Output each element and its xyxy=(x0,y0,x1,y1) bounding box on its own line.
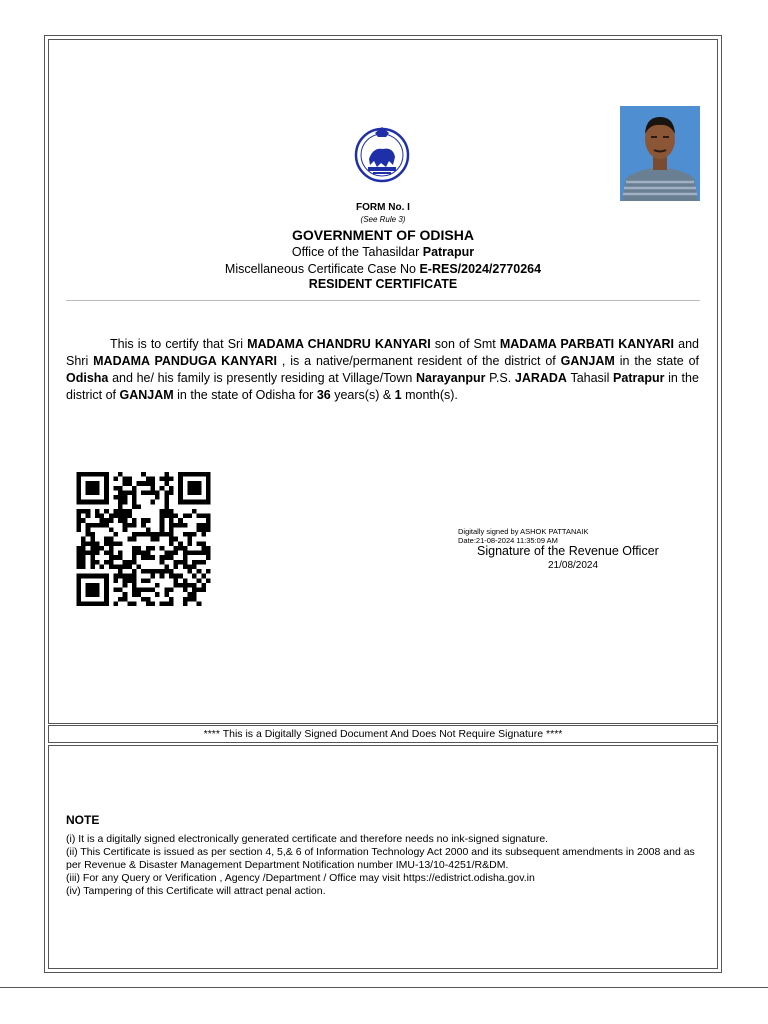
certificate-title: RESIDENT CERTIFICATE xyxy=(308,277,458,291)
body-text: and he/ his family is presently residing at Village/Town xyxy=(112,371,413,385)
government-title: GOVERNMENT OF ODISHA xyxy=(291,227,474,243)
body-text: month(s). xyxy=(405,388,458,402)
note-item: (ii) This Certificate is issued as per section 4, 5,& 6 of Information Technology Act 2000 and its subsequent amendments in 2008 and as per Revenue & Disaster Management Department Notification number IMU-13/10-4251/R&DM. xyxy=(66,846,695,871)
tahasil: Patrapur xyxy=(613,371,665,385)
father-name: MADAMA PANDUGA KANYARI xyxy=(93,354,277,368)
body-text: in the district of xyxy=(66,371,699,402)
note-item: (iv) Tampering of this Certificate will attract penal action. xyxy=(66,885,326,897)
odisha-emblem-icon xyxy=(353,125,411,183)
note-list xyxy=(66,833,706,898)
rule-reference: (See Rule 3) xyxy=(360,215,406,224)
case-line xyxy=(100,262,666,276)
months-value: 1 xyxy=(394,388,402,402)
village: Narayanpur xyxy=(416,371,486,385)
signature-date: 21/08/2024 xyxy=(548,560,599,571)
note-item: (iii) For any Query or Verification , Agency /Department / Office may visit https://edistrict.odisha.gov.in xyxy=(66,872,535,884)
state: Odisha xyxy=(66,371,109,385)
office-name: Patrapur xyxy=(422,245,475,259)
signature-title: Signature of the Revenue Officer xyxy=(477,544,659,558)
note-title: NOTE xyxy=(66,813,100,827)
mother-name: MADAMA PARBATI KANYARI xyxy=(499,337,675,351)
body-text: P.S. xyxy=(489,371,512,385)
digital-sign-date: Date:21-08-2024 11:35:09 AM xyxy=(458,536,558,545)
body-text: years(s) & xyxy=(334,388,392,402)
body-text: This is to certify that Sri xyxy=(110,337,243,351)
header-divider xyxy=(66,300,700,301)
body-text: and Shri xyxy=(66,337,699,368)
police-station: JARADA xyxy=(514,371,567,385)
body-text: , is a native/permanent resident of the district of xyxy=(281,354,556,368)
office-prefix: Office of the Tahasildar xyxy=(291,245,420,259)
district: GANJAM xyxy=(560,354,615,368)
digital-signer: Digitally signed by ASHOK PATTANAIK xyxy=(458,527,589,536)
body-text: son of Smt xyxy=(434,337,496,351)
case-number: E-RES/2024/2770264 xyxy=(419,262,542,276)
form-number: FORM No. I xyxy=(356,202,410,213)
years-value: 36 xyxy=(316,388,331,402)
digital-signature-notice: **** This is a Digitally Signed Document And Does Not Require Signature **** xyxy=(48,725,718,743)
case-prefix: Miscellaneous Certificate Case No xyxy=(224,262,416,276)
office-line xyxy=(100,245,666,259)
verification-qr-code xyxy=(72,472,215,606)
applicant-name: MADAMA CHANDRU KANYARI xyxy=(247,337,431,351)
district: GANJAM xyxy=(119,388,174,402)
page-bottom-line xyxy=(0,987,768,988)
applicant-photo xyxy=(620,106,700,201)
note-item: (i) It is a digitally signed electronically generated certificate and therefore needs no ink-signed signature. xyxy=(66,833,549,845)
body-text: in the state of Odisha for xyxy=(177,388,314,402)
certificate-body xyxy=(66,336,699,404)
body-text: in the state of xyxy=(619,354,699,368)
body-text: Tahasil xyxy=(570,371,610,385)
